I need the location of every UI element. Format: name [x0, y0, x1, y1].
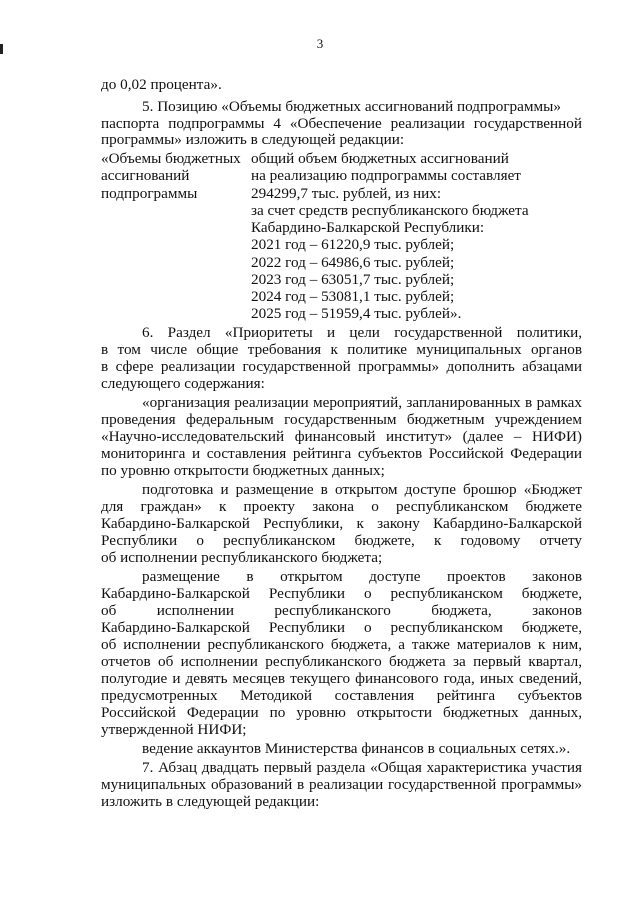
- text-line: Кабардино-Балкарской Республики о республиканском бюджете,: [101, 585, 582, 602]
- text-line: Российской Федерации по уровню открытости бюджетных данных,: [101, 704, 582, 721]
- page-number: 3: [316, 36, 324, 51]
- text-line: программы» изложить в следующей редакции:: [101, 131, 405, 148]
- passport-value: общий объем бюджетных ассигнований: [251, 150, 509, 167]
- text-line: по уровню открытости бюджетных данных;: [101, 462, 385, 479]
- passport-value: за счет средств республиканского бюджета: [251, 202, 529, 219]
- text-line: мониторинга и составления рейтинга субъектов Российской Федерации: [101, 445, 582, 462]
- passport-value: Кабардино-Балкарской Республики:: [251, 219, 485, 236]
- passport-value: 294299,7 тыс. рублей, из них:: [251, 185, 442, 202]
- text-line: размещение в открытом доступе проектов законов: [142, 568, 582, 585]
- text-line: для граждан» к проекту закона о республиканском бюджете: [101, 498, 582, 515]
- text-line: об исполнении республиканского бюджета, а также материалов к ним,: [101, 636, 582, 653]
- passport-value: на реализацию подпрограммы составляет: [251, 167, 521, 184]
- text-line: в сфере реализации государственной программы» дополнить абзацами: [101, 358, 582, 375]
- passport-label: подпрограммы: [101, 185, 198, 202]
- text-line: Кабардино-Балкарской Республики, к закону Кабардино-Балкарской: [101, 515, 582, 532]
- text-line: Кабардино-Балкарской Республики о республиканском бюджете,: [101, 619, 582, 636]
- text-line: муниципальных образований в реализации государственной программы»: [101, 776, 582, 793]
- text-line: Республики о республиканском бюджете, к годовому отчету: [101, 532, 582, 549]
- passport-value: 2025 год – 51959,4 тыс. рублей».: [251, 305, 462, 322]
- text-line: в том числе общие требования к политике муниципальных органов: [101, 341, 582, 358]
- text-line: 5. Позицию «Объемы бюджетных ассигнований подпрограммы»: [142, 98, 561, 115]
- text-line: «организация реализации мероприятий, запланированных в рамках: [142, 394, 582, 411]
- text-line: до 0,02 процента».: [101, 76, 222, 93]
- passport-value: 2024 год – 53081,1 тыс. рублей;: [251, 288, 455, 305]
- passport-value: 2023 год – 63051,7 тыс. рублей;: [251, 271, 455, 288]
- text-line: изложить в следующей редакции:: [101, 793, 320, 810]
- text-line: утвержденной НИФИ;: [101, 721, 247, 738]
- text-line: полугодие и девять месяцев текущего финансового года, иных сведений,: [101, 670, 582, 687]
- text-line: 7. Абзац двадцать первый раздела «Общая характеристика участия: [142, 759, 582, 776]
- text-line: ведение аккаунтов Министерства финансов в социальных сетях.».: [142, 740, 571, 757]
- text-line: следующего содержания:: [101, 375, 265, 392]
- text-line: паспорта подпрограммы 4 «Обеспечение реализации государственной: [101, 115, 582, 132]
- text-line: об исполнении республиканского бюджета, законов: [101, 602, 582, 619]
- text-line: об исполнении республиканского бюджета;: [101, 549, 383, 566]
- passport-label: «Объемы бюджетных: [101, 150, 241, 167]
- text-line: проведения федеральным государственным бюджетным учреждением: [101, 411, 582, 428]
- passport-label: ассигнований: [101, 167, 190, 184]
- text-line: отчетов об исполнении республиканского бюджета за первый квартал,: [101, 653, 582, 670]
- text-line: подготовка и размещение в открытом доступе брошюр «Бюджет: [142, 481, 582, 498]
- passport-value: 2021 год – 61220,9 тыс. рублей;: [251, 236, 455, 253]
- text-line: 6. Раздел «Приоритеты и цели государственной политики,: [142, 324, 582, 341]
- passport-value: 2022 год – 64986,6 тыс. рублей;: [251, 254, 455, 271]
- text-line: предусмотренных Методикой составления рейтинга субъектов: [101, 687, 582, 704]
- text-line: «Научно-исследовательский финансовый институт» (далее – НИФИ): [101, 428, 582, 445]
